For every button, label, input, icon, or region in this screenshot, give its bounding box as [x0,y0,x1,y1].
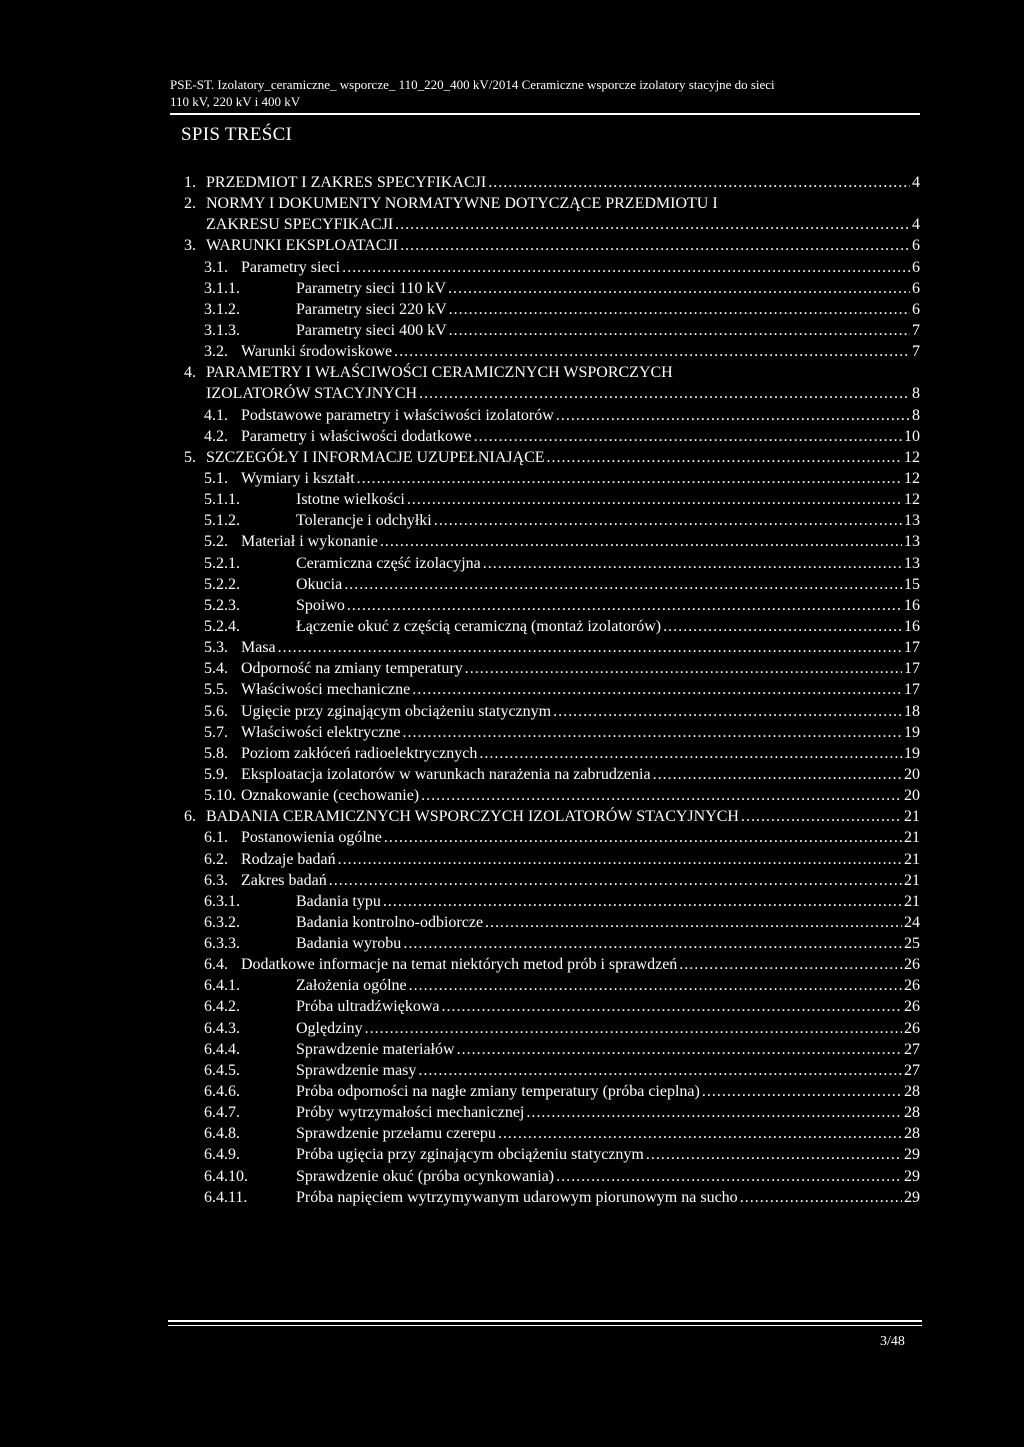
toc-entry-title: BADANIA CERAMICZNYCH WSPORCZYCH IZOLATORÓW STACYJNYCH [206,808,739,826]
toc-dot-leader [526,1102,902,1123]
toc-entry-number: 3.1.1. [204,279,240,297]
toc-entry-line [241,637,920,658]
toc-entry-title: Próba odporności na nagłe zmiany temperatury (próba cieplna) [296,1083,700,1101]
toc-entry-number: 6.4.2. [204,998,240,1016]
table-of-contents [184,172,920,1208]
toc-entry-number: 5.2. [204,533,228,551]
toc-entry[interactable] [184,870,920,891]
toc-entry-page: 6 [912,300,920,318]
toc-entry-line [241,743,920,764]
toc-entry-page: 13 [904,512,920,530]
toc-entry-line [241,827,920,848]
toc-entry-number: 5.4. [204,660,228,678]
toc-entry-page: 15 [904,575,920,593]
toc-entry-title: Warunki środowiskowe [241,343,393,361]
toc-entry-page: 10 [904,427,920,445]
header-rule [170,113,920,115]
toc-dot-leader [663,616,902,637]
toc-entry-number: 5. [184,448,196,466]
toc-entry-page: 16 [904,596,920,614]
toc-entry-line [206,362,673,383]
toc-entry-title: Sprawdzenie materiałów [296,1040,455,1058]
toc-entry-title: Badania kontrolno-odbiorcze [296,913,484,931]
toc-entry-line [296,1018,920,1039]
toc-entry-number: 5.2.4. [204,617,240,635]
toc-entry-number: 6. [184,808,196,826]
toc-entry-line [296,489,920,510]
toc-entry-page: 29 [904,1188,920,1206]
toc-entry[interactable] [184,679,920,700]
toc-entry[interactable] [184,299,920,320]
toc-dot-leader [400,235,910,256]
toc-entry[interactable] [184,405,920,426]
header-line-1: PSE-ST. Izolatory_ceramiczne_ wsporcze_ 110_220_400 kV/2014 Ceramiczne wsporcze izolatory stacyjne do sieci [170,77,775,92]
toc-entry[interactable] [184,785,920,806]
toc-dot-leader [465,658,902,679]
toc-entry-line [296,975,920,996]
toc-dot-leader [740,1187,902,1208]
toc-entry-page: 25 [904,935,920,953]
toc-dot-leader [365,1018,902,1039]
toc-dot-leader [407,489,902,510]
toc-entry[interactable] [184,1039,920,1060]
toc-entry-page: 28 [904,1104,920,1122]
toc-entry-title: Parametry sieci [241,258,341,276]
toc-dot-leader [383,891,902,912]
toc-entry-page: 27 [904,1061,920,1079]
toc-entry-title: Postanowienia ogólne [241,829,382,847]
toc-entry-title: Zakres badań [241,871,327,889]
toc-entry-title: Łączenie okuć z częścią ceramiczną (montaż izolatorów) [296,617,662,635]
toc-entry-line [296,510,920,531]
toc-dot-leader [384,827,902,848]
toc-entry-page: 21 [904,829,920,847]
toc-entry[interactable] [184,172,920,193]
toc-entry-line [241,679,920,700]
toc-entry-page: 8 [912,385,920,403]
toc-entry[interactable] [184,1018,920,1039]
toc-entry-number: 6.4.6. [204,1083,240,1101]
toc-entry[interactable] [184,426,920,447]
toc-dot-leader [457,1039,902,1060]
toc-entry-line [296,553,920,574]
toc-entry-number: 5.5. [204,681,228,699]
toc-entry-number: 5.1. [204,469,228,487]
toc-entry[interactable] [184,1187,920,1208]
toc-entry-page: 28 [904,1125,920,1143]
toc-entry-page: 28 [904,1083,920,1101]
toc-dot-leader [418,1060,902,1081]
toc-entry-number: 6.4. [204,956,228,974]
toc-entry-page: 8 [912,406,920,424]
toc-entry-title: Sprawdzenie przełamu czerepu [296,1125,496,1143]
toc-dot-leader [419,383,910,404]
toc-entry-title: Właściwości elektryczne [241,723,401,741]
toc-entry-title: Sprawdzenie okuć (próba ocynkowania) [296,1167,555,1185]
toc-entry-line [206,383,920,404]
toc-dot-leader [556,1166,902,1187]
toc-entry-title: Sprawdzenie masy [296,1061,417,1079]
toc-dot-leader [553,701,902,722]
toc-entry[interactable] [184,658,920,679]
toc-dot-leader [498,1123,902,1144]
toc-entry-line [296,933,920,954]
toc-entry-title: Podstawowe parametry i właściwości izolatorów [241,406,554,424]
toc-entry-number: 5.6. [204,702,228,720]
toc-entry[interactable] [184,637,920,658]
toc-dot-leader [449,320,910,341]
toc-entry-page: 26 [904,977,920,995]
toc-dot-leader [347,595,902,616]
toc-entry-number: 5.10. [204,787,236,805]
toc-entry[interactable] [184,764,920,785]
toc-entry-line [241,954,920,975]
toc-entry-number: 5.8. [204,744,228,762]
toc-entry-title: Próba ultradźwiękowa [296,998,440,1016]
toc-entry-page: 7 [912,343,920,361]
toc-dot-leader [403,933,902,954]
toc-entry-line [241,870,920,891]
toc-entry-number: 6.1. [204,829,228,847]
toc-entry-line [241,405,920,426]
toc-entry-line [296,891,920,912]
toc-entry[interactable] [184,257,920,278]
toc-entry-page: 6 [912,279,920,297]
toc-dot-leader [448,278,910,299]
toc-entry-title: Parametry sieci 400 kV [296,321,447,339]
toc-entry-line [206,447,920,468]
toc-entry-number: 4.1. [204,406,228,424]
toc-dot-leader [412,679,902,700]
toc-dot-leader [409,975,902,996]
toc-entry[interactable] [184,933,920,954]
toc-entry-title: Założenia ogólne [296,977,407,995]
toc-entry-page: 19 [904,723,920,741]
toc-entry[interactable] [184,701,920,722]
toc-entry-title: Eksploatacja izolatorów w warunkach narażenia na zabrudzenia [241,765,651,783]
toc-entry-number: 6.4.1. [204,977,240,995]
toc-entry[interactable] [184,447,920,468]
toc-entry-title: Parametry sieci 220 kV [296,300,447,318]
toc-entry-page: 19 [904,744,920,762]
toc-entry[interactable] [184,1102,920,1123]
toc-entry[interactable] [184,468,920,489]
toc-entry[interactable] [184,574,920,595]
toc-entry-number: 1. [184,174,196,191]
toc-entry-line [296,574,920,595]
toc-entry-title: Poziom zakłóceń radioelektrycznych [241,744,478,762]
toc-entry[interactable] [184,616,920,637]
toc-entry-title: Parametry i właściwości dodatkowe [241,427,472,445]
toc-dot-leader [449,299,910,320]
toc-entry-line [296,1039,920,1060]
toc-entry-number: 5.3. [204,639,228,657]
toc-entry-page: 4 [912,174,920,191]
toc-dot-leader [344,574,902,595]
toc-entry-title: Istotne wielkości [296,491,405,509]
toc-entry-page: 26 [904,956,920,974]
toc-entry[interactable] [184,362,920,383]
toc-entry-line [296,616,920,637]
toc-dot-leader [278,637,902,658]
toc-entry-page: 16 [904,617,920,635]
toc-dot-leader [741,806,902,827]
toc-entry-number: 4. [184,364,196,382]
toc-entry-page: 20 [904,787,920,805]
toc-entry[interactable] [184,214,920,235]
toc-entry-title: NORMY I DOKUMENTY NORMATYWNE DOTYCZĄCE PRZEDMIOTU I [206,195,718,213]
toc-entry-number: 4.2. [204,427,228,445]
toc-entry-title: Rodzaje badań [241,850,336,868]
toc-entry-number: 6.4.8. [204,1125,240,1143]
toc-entry-number: 6.4.9. [204,1146,240,1164]
footer-rule-thin [168,1325,922,1326]
toc-entry[interactable] [184,193,920,214]
toc-entry-title: Oględziny [296,1019,363,1037]
toc-entry-line [241,764,920,785]
toc-entry-title: Właściwości mechaniczne [241,681,411,699]
toc-entry-number: 5.2.3. [204,596,240,614]
toc-entry[interactable] [184,595,920,616]
toc-entry[interactable] [184,383,920,404]
toc-entry-number: 6.4.5. [204,1061,240,1079]
toc-dot-leader [342,257,910,278]
toc-entry-line [296,320,920,341]
toc-entry-title: Materiał i wykonanie [241,533,378,551]
toc-dot-leader [488,172,910,193]
toc-entry-line [296,278,920,299]
toc-entry-line [206,172,920,193]
toc-dot-leader [394,341,910,362]
toc-entry-number: 6.4.10. [204,1167,248,1185]
toc-entry-line [296,1102,920,1123]
toc-entry-line [296,996,920,1017]
toc-entry-page: 12 [904,469,920,487]
toc-entry-line [241,257,920,278]
toc-entry-number: 6.4.7. [204,1104,240,1122]
toc-entry-number: 5.1.1. [204,491,240,509]
toc-entry-number: 6.3.3. [204,935,240,953]
toc-dot-leader [442,996,902,1017]
toc-entry-number: 3.1.3. [204,321,240,339]
toc-entry-title: Masa [241,639,276,657]
toc-dot-leader [402,722,902,743]
toc-entry[interactable] [184,278,920,299]
toc-entry-page: 29 [904,1146,920,1164]
toc-entry[interactable] [184,722,920,743]
toc-entry-title: Ceramiczna część izolacyjna [296,554,481,572]
toc-entry-title: Próby wytrzymałości mechanicznej [296,1104,525,1122]
toc-entry-number: 5.7. [204,723,228,741]
toc-entry-number: 3. [184,237,196,255]
toc-entry[interactable] [184,1081,920,1102]
toc-entry-page: 29 [904,1167,920,1185]
toc-dot-leader [357,468,902,489]
toc-dot-leader [702,1081,902,1102]
toc-entry[interactable] [184,489,920,510]
toc-entry-page: 4 [912,216,920,234]
toc-entry-line [206,806,920,827]
toc-entry-page: 6 [912,237,920,255]
toc-entry-page: 26 [904,998,920,1016]
toc-entry-line [241,785,920,806]
toc-dot-leader [547,447,902,468]
toc-entry-number: 5.9. [204,765,228,783]
toc-dot-leader [646,1144,902,1165]
toc-entry-title: Próba ugięcia przy zginającym obciążeniu statycznym [296,1146,644,1164]
toc-entry[interactable] [184,510,920,531]
toc-entry[interactable] [184,996,920,1017]
toc-entry-number: 3.1.2. [204,300,240,318]
toc-dot-leader [338,849,902,870]
toc-entry-line [296,912,920,933]
toc-entry-number: 5.1.2. [204,512,240,530]
toc-entry-title: Wymiary i kształt [241,469,355,487]
toc-entry-page: 13 [904,533,920,551]
toc-entry-line [206,235,920,256]
toc-entry-number: 2. [184,195,196,213]
toc-entry[interactable] [184,743,920,764]
toc-entry-title: PRZEDMIOT I ZAKRES SPECYFIKACJI [206,174,487,191]
toc-entry-page: 20 [904,765,920,783]
toc-entry-title: Odporność na zmiany temperatury [241,660,463,678]
toc-entry-page: 12 [904,448,920,466]
toc-dot-leader [479,743,902,764]
toc-entry-line [241,341,920,362]
toc-entry-title: Spoiwo [296,596,345,614]
toc-entry-page: 17 [904,660,920,678]
toc-dot-leader [329,870,902,891]
toc-entry[interactable] [184,235,920,256]
toc-entry-title: Badania typu [296,892,381,910]
toc-entry[interactable] [184,1060,920,1081]
toc-entry-page: 27 [904,1040,920,1058]
toc-entry-title: Tolerancje i odchyłki [296,512,432,530]
toc-entry-number: 3.2. [204,343,228,361]
toc-entry-number: 6.3.2. [204,913,240,931]
toc-entry[interactable] [184,1166,920,1187]
toc-entry-line [296,595,920,616]
toc-entry-title: IZOLATORÓW STACYJNYCH [206,385,418,403]
toc-entry[interactable] [184,553,920,574]
toc-entry-line [296,1123,920,1144]
toc-entry-number: 6.2. [204,850,228,868]
toc-entry-page: 17 [904,639,920,657]
toc-entry-number: 3.1. [204,258,228,276]
toc-entry-line [241,468,920,489]
toc-entry-number: 6.3.1. [204,892,240,910]
toc-entry-page: 24 [904,913,920,931]
toc-entry-title: Badania wyrobu [296,935,402,953]
toc-entry[interactable] [184,806,920,827]
toc-entry-title: PARAMETRY I WŁAŚCIWOŚCI CERAMICZNYCH WSPORCZYCH [206,364,673,382]
toc-entry-line [241,426,920,447]
toc-entry-line [241,658,920,679]
toc-entry-page: 21 [904,808,920,826]
toc-entry[interactable] [184,954,920,975]
toc-dot-leader [434,510,902,531]
toc-entry-title: Oznakowanie (cechowanie) [241,787,420,805]
toc-entry[interactable] [184,1144,920,1165]
toc-title: SPIS TREŚCI [181,124,293,145]
toc-entry-page: 21 [904,850,920,868]
toc-entry-line [296,1144,920,1165]
toc-entry-line [241,531,920,552]
toc-entry-title: ZAKRESU SPECYFIKACJI [206,216,394,234]
toc-entry-title: Dodatkowe informacje na temat niektórych metod prób i sprawdzeń [241,956,678,974]
toc-entry-number: 5.2.1. [204,554,240,572]
toc-entry[interactable] [184,975,920,996]
toc-entry-page: 6 [912,258,920,276]
header-line-2: 110 kV, 220 kV i 400 kV [170,94,301,109]
toc-entry-title: Ugięcie przy zginającym obciążeniu statycznym [241,702,552,720]
toc-entry-line [241,701,920,722]
toc-dot-leader [380,531,902,552]
toc-entry-line [296,299,920,320]
toc-entry-number: 5.2.2. [204,575,240,593]
toc-entry-number: 6.4.3. [204,1019,240,1037]
toc-entry[interactable] [184,912,920,933]
toc-entry-line [241,849,920,870]
toc-entry-page: 7 [912,321,920,339]
toc-dot-leader [483,553,902,574]
toc-entry-line [296,1187,920,1208]
toc-entry-line [241,722,920,743]
toc-entry[interactable] [184,827,920,848]
toc-entry-page: 17 [904,681,920,699]
toc-entry-number: 6.3. [204,871,228,889]
toc-dot-leader [485,912,902,933]
toc-entry[interactable] [184,1123,920,1144]
toc-entry-title: Okucia [296,575,343,593]
toc-dot-leader [556,405,910,426]
toc-entry-line [206,193,718,214]
toc-entry-page: 26 [904,1019,920,1037]
toc-dot-leader [653,764,902,785]
toc-entry[interactable] [184,891,920,912]
toc-entry[interactable] [184,320,920,341]
toc-entry-page: 21 [904,892,920,910]
toc-entry-line [206,214,920,235]
toc-dot-leader [679,954,902,975]
toc-entry-page: 12 [904,491,920,509]
page-number: 3/48 [880,1334,905,1349]
toc-entry-title: WARUNKI EKSPLOATACJI [206,237,399,255]
page-header [170,76,920,110]
toc-entry-line [296,1166,920,1187]
toc-entry-page: 18 [904,702,920,720]
toc-dot-leader [474,426,902,447]
toc-entry-number: 6.4.4. [204,1040,240,1058]
toc-entry-number: 6.4.11. [204,1188,248,1206]
toc-entry-title: Próba napięciem wytrzymywanym udarowym piorunowym na sucho [296,1188,738,1206]
toc-entry[interactable] [184,849,920,870]
toc-entry-title: SZCZEGÓŁY I INFORMACJE UZUPEŁNIAJĄCE [206,448,545,466]
toc-entry-page: 21 [904,871,920,889]
toc-entry-title: Parametry sieci 110 kV [296,279,447,297]
toc-entry[interactable] [184,341,920,362]
toc-dot-leader [395,214,910,235]
toc-entry-page: 13 [904,554,920,572]
toc-entry-line [296,1081,920,1102]
toc-entry-line [296,1060,920,1081]
footer-rule [168,1320,922,1322]
toc-entry[interactable] [184,531,920,552]
toc-dot-leader [421,785,902,806]
